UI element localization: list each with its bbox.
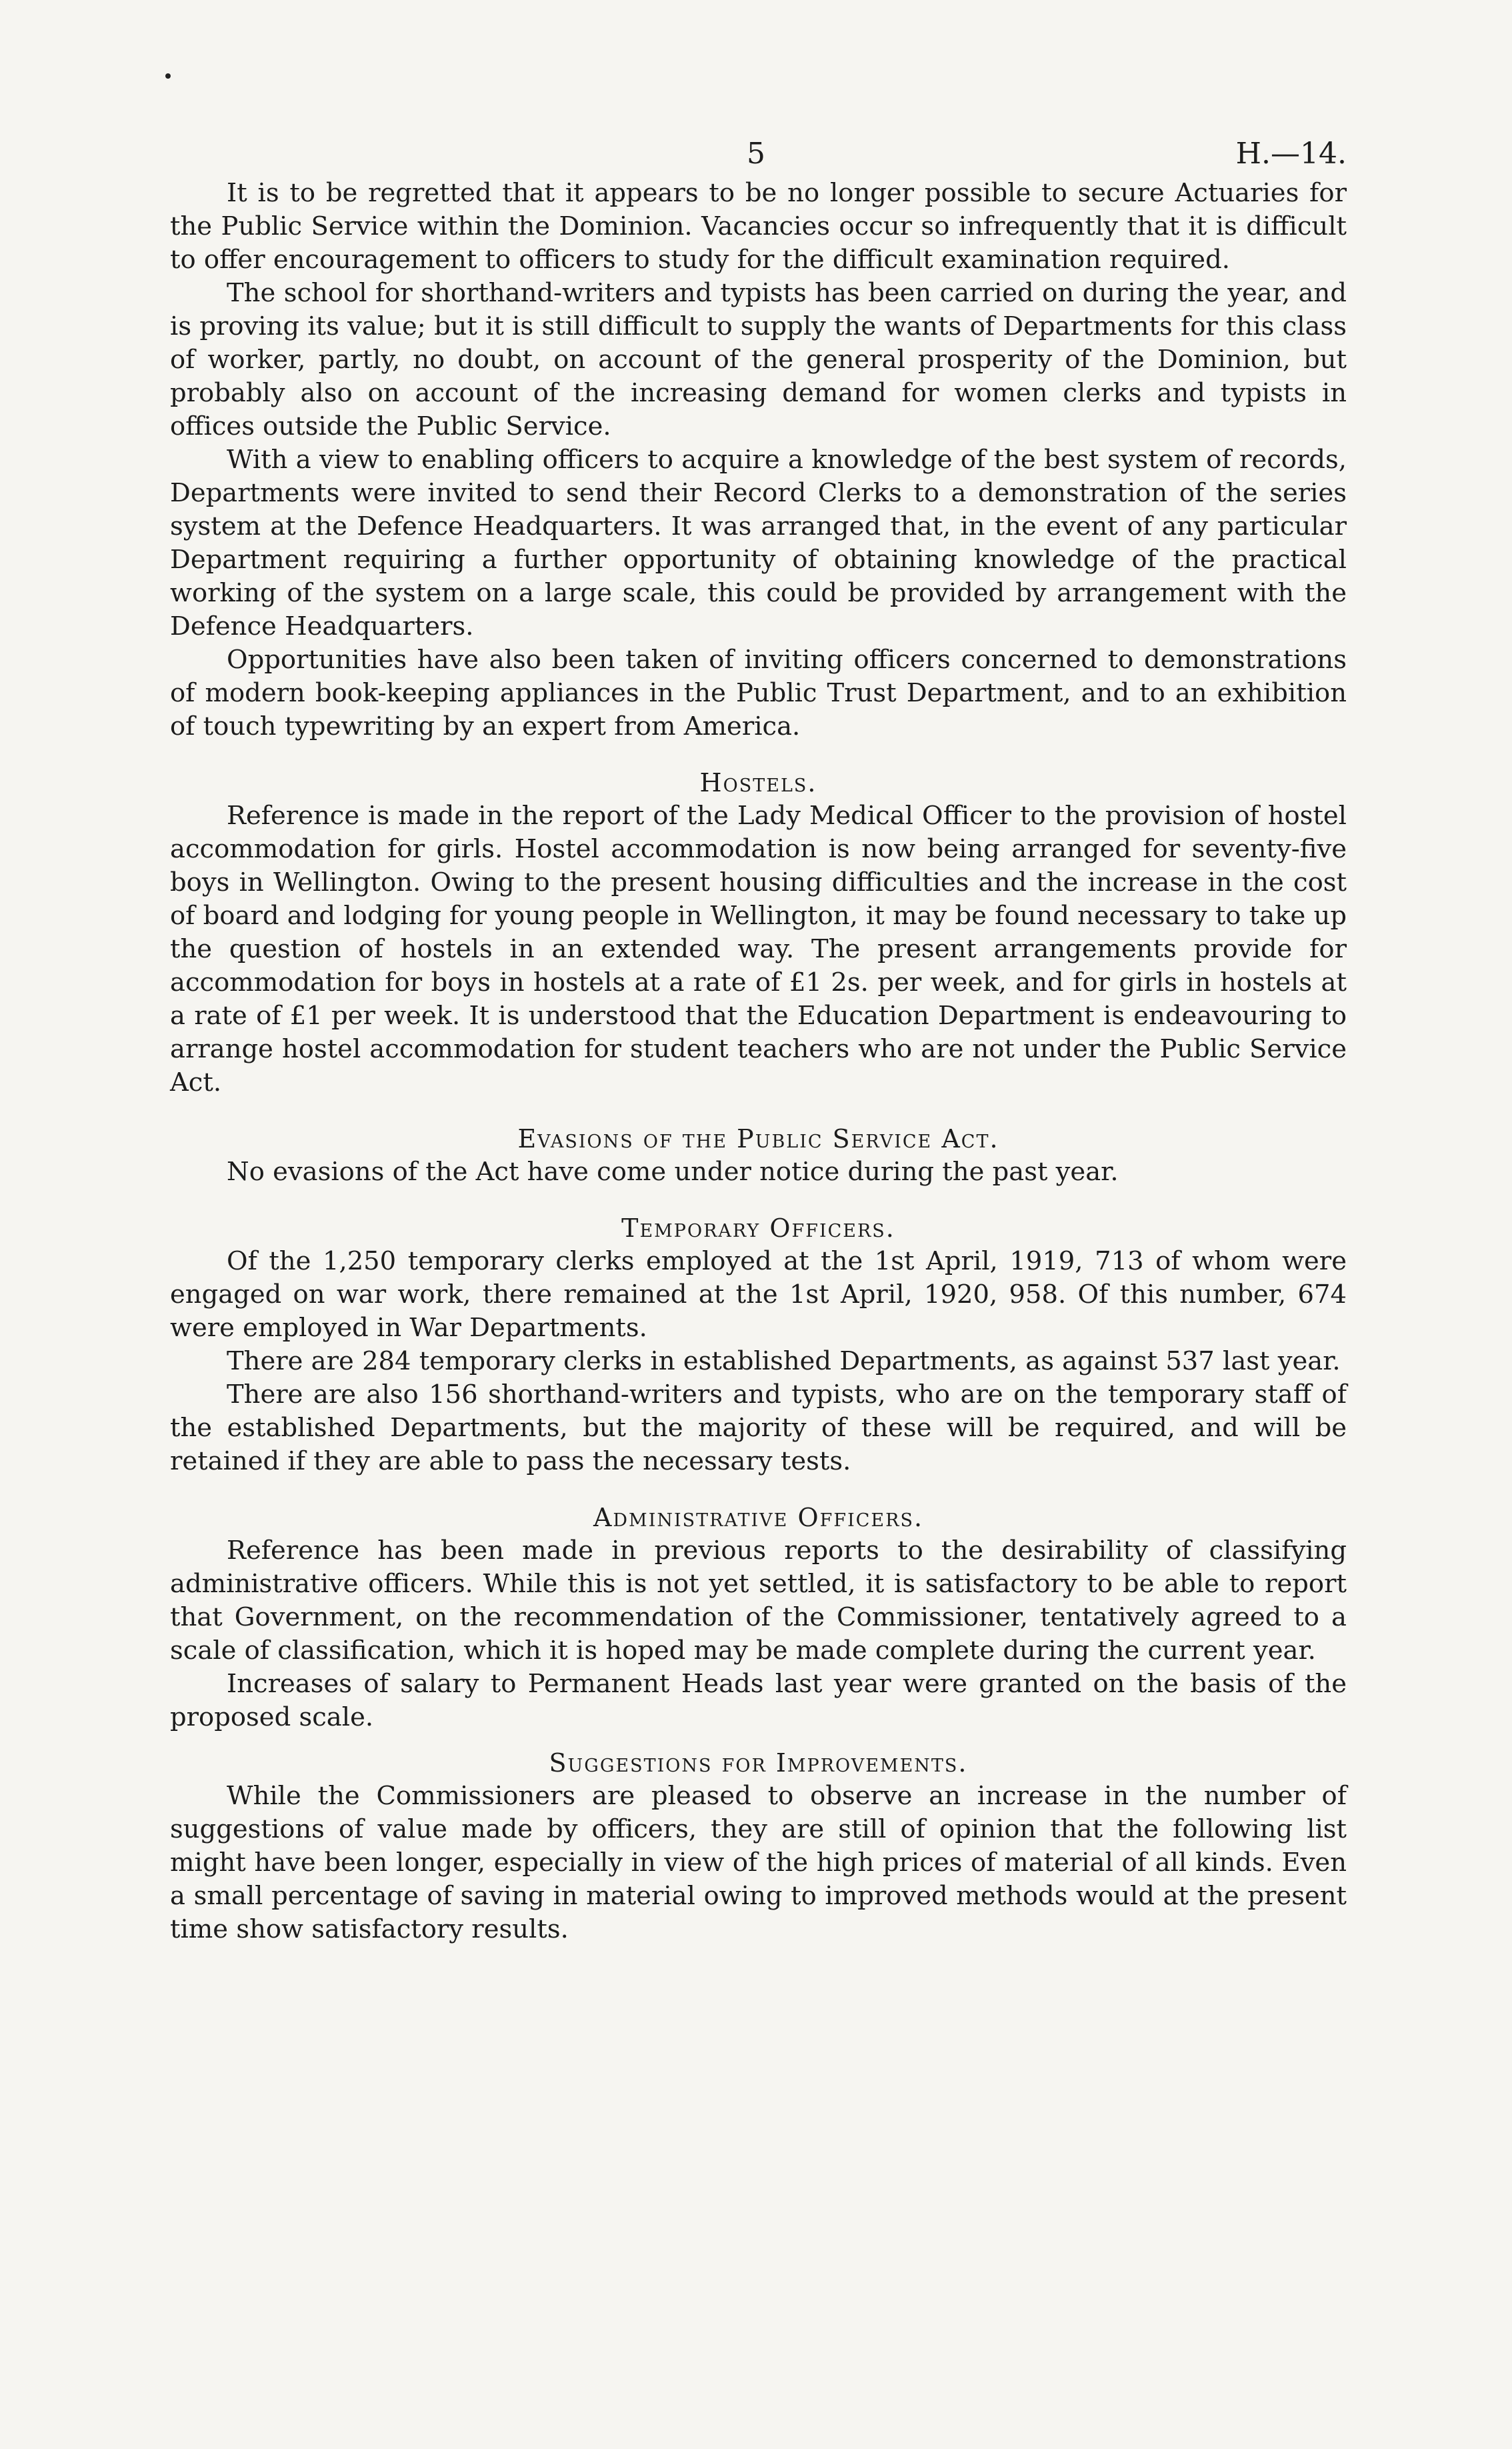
paragraph: While the Commissioners are pleased to observe an increase in the number of suggestions of value made by officers, they are still of opinion that the following list might have been longer, especially in view of the high prices of material of all kinds. Even a small percentage of saving in material owing to improved methods would at the present time show satisfactory results. xyxy=(170,1781,1347,1944)
paragraph: Opportunities have also been taken of inviting officers concerned to demonstrations of modern book-keeping appliances in the Public Trust Department, and to an exhibition of touch typewriting by an expert from America. xyxy=(170,645,1347,741)
paragraph: There are 284 temporary clerks in established Departments, as against 537 last year. xyxy=(227,1346,1341,1376)
paragraph: There are also 156 shorthand-writers and typists, who are on the temporary staff of the established Departments, but the majority of these will be required, and will be retained if they are able to pass the necessary tests. xyxy=(170,1380,1347,1476)
page-number: 5 xyxy=(747,137,765,171)
evasions-section xyxy=(170,1122,1347,1189)
paragraph: Increases of salary to Permanent Heads last year were granted on the basis of the proposed scale. xyxy=(170,1669,1347,1732)
stray-mark xyxy=(165,73,171,79)
section-heading: Evasions of the Public Service Act. xyxy=(517,1124,999,1153)
intro-section xyxy=(170,177,1347,743)
page-header xyxy=(170,123,1347,177)
suggestions-section xyxy=(170,1746,1347,1946)
paragraph: Of the 1,250 temporary clerks employed at the 1st April, 1919, 713 of whom were engaged on war work, there remained at the 1st April, 1920, 958. Of this number, 674 were employed in War Departments. xyxy=(170,1246,1347,1343)
section-heading: Temporary Officers. xyxy=(621,1213,895,1243)
paragraph: The school for shorthand-writers and typists has been carried on during the year, and is proving its value; but it is still difficult to supply the wants of Departments for this class of worker, partly, no doubt, on account of the general prosperity of the Dominion, but probably also on account of the increasing demand for women clerks and typists in offices outside the Public Service. xyxy=(170,278,1347,441)
hostels-section xyxy=(170,766,1347,1099)
paragraph: No evasions of the Act have come under notice during the past year. xyxy=(227,1157,1119,1187)
document-reference: H.—14. xyxy=(1235,137,1347,171)
paragraph: Reference has been made in previous reports to the desirability of classifying administrative officers. While this is not yet settled, it is satisfactory to be able to report that Government, on the recommendation of the Commissioner, tentatively agreed to a scale of classification, which it is hoped may be made complete during the current year. xyxy=(170,1536,1347,1666)
paragraph: Reference is made in the report of the Lady Medical Officer to the provision of hostel accommodation for girls. Hostel accommodation is now being arranged for seventy-five boys in Wellington. Owing to the present housing difficulties and the increase in the cost of board and lodging for young people in Wellington, it may be found necessary to take up the question of hostels in an extended way. The present arrangements provide for accommodation for boys in hostels at a rate of £1 2s. per week, and for girls in hostels at a rate of £1 per week. It is understood that the Education Department is endeavouring to arrange hostel accommodation for student teachers who are not under the Public Service Act. xyxy=(170,801,1347,1097)
administrative-officers-section xyxy=(170,1501,1347,1734)
section-heading: Hostels. xyxy=(699,768,817,797)
paragraph: With a view to enabling officers to acquire a knowledge of the best system of records, Departments were invited to send their Record Clerks to a demonstration of the series system at the Defence Headquarters. It was arranged that, in the event of any particular Department requiring a further opportunity of obtaining knowledge of the practical working of the system on a large scale, this could be provided by arrangement with the Defence Headquarters. xyxy=(170,445,1347,641)
paragraph: It is to be regretted that it appears to be no longer possible to secure Actuaries for the Public Service within the Dominion. Vacancies occur so infrequently that it is difficult to offer encouragement to officers to study for the difficult examination required. xyxy=(170,178,1347,275)
document-page xyxy=(170,123,1347,1946)
temporary-officers-section xyxy=(170,1211,1347,1478)
section-heading: Administrative Officers. xyxy=(593,1503,924,1532)
section-heading: Suggestions for Improvements. xyxy=(549,1748,968,1778)
